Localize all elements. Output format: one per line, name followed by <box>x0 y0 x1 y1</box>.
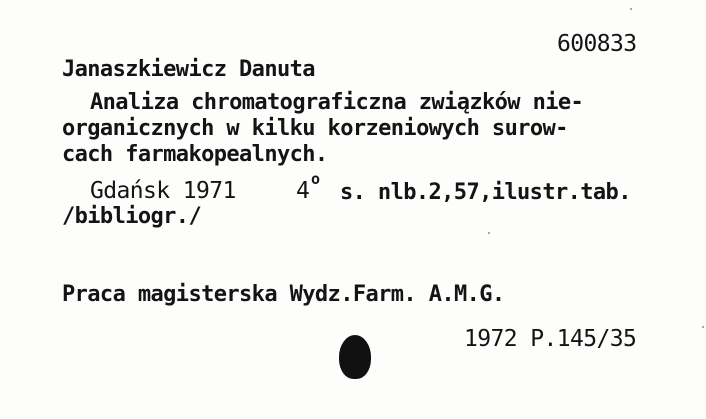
accession-number: 600833 <box>557 31 637 57</box>
title-line-1: Analiza chromatograficzna związków nie- <box>90 90 584 115</box>
author-name: Janaszkiewicz Danuta <box>62 57 315 82</box>
title-line-2: organicznych w kilku korzeniowych surow- <box>62 116 568 141</box>
format-number: 4 <box>296 178 310 204</box>
punch-hole <box>339 335 371 379</box>
bibliography-note: /bibliogr./ <box>62 204 202 229</box>
thesis-note: Praca magisterska Wydz.Farm. A.M.G. <box>62 282 505 307</box>
paper-speck <box>630 8 632 10</box>
shelf-mark: 1972 P.145/35 <box>464 326 637 352</box>
paper-speck <box>488 232 490 234</box>
imprint-place-year: Gdańsk 1971 <box>90 178 236 204</box>
title-line-3: cach farmakopealnych. <box>62 142 328 167</box>
pages-details: s. nlb.2,57,ilustr.tab. <box>340 180 631 205</box>
format-degree: o <box>311 170 321 188</box>
paper-speck <box>702 326 704 328</box>
